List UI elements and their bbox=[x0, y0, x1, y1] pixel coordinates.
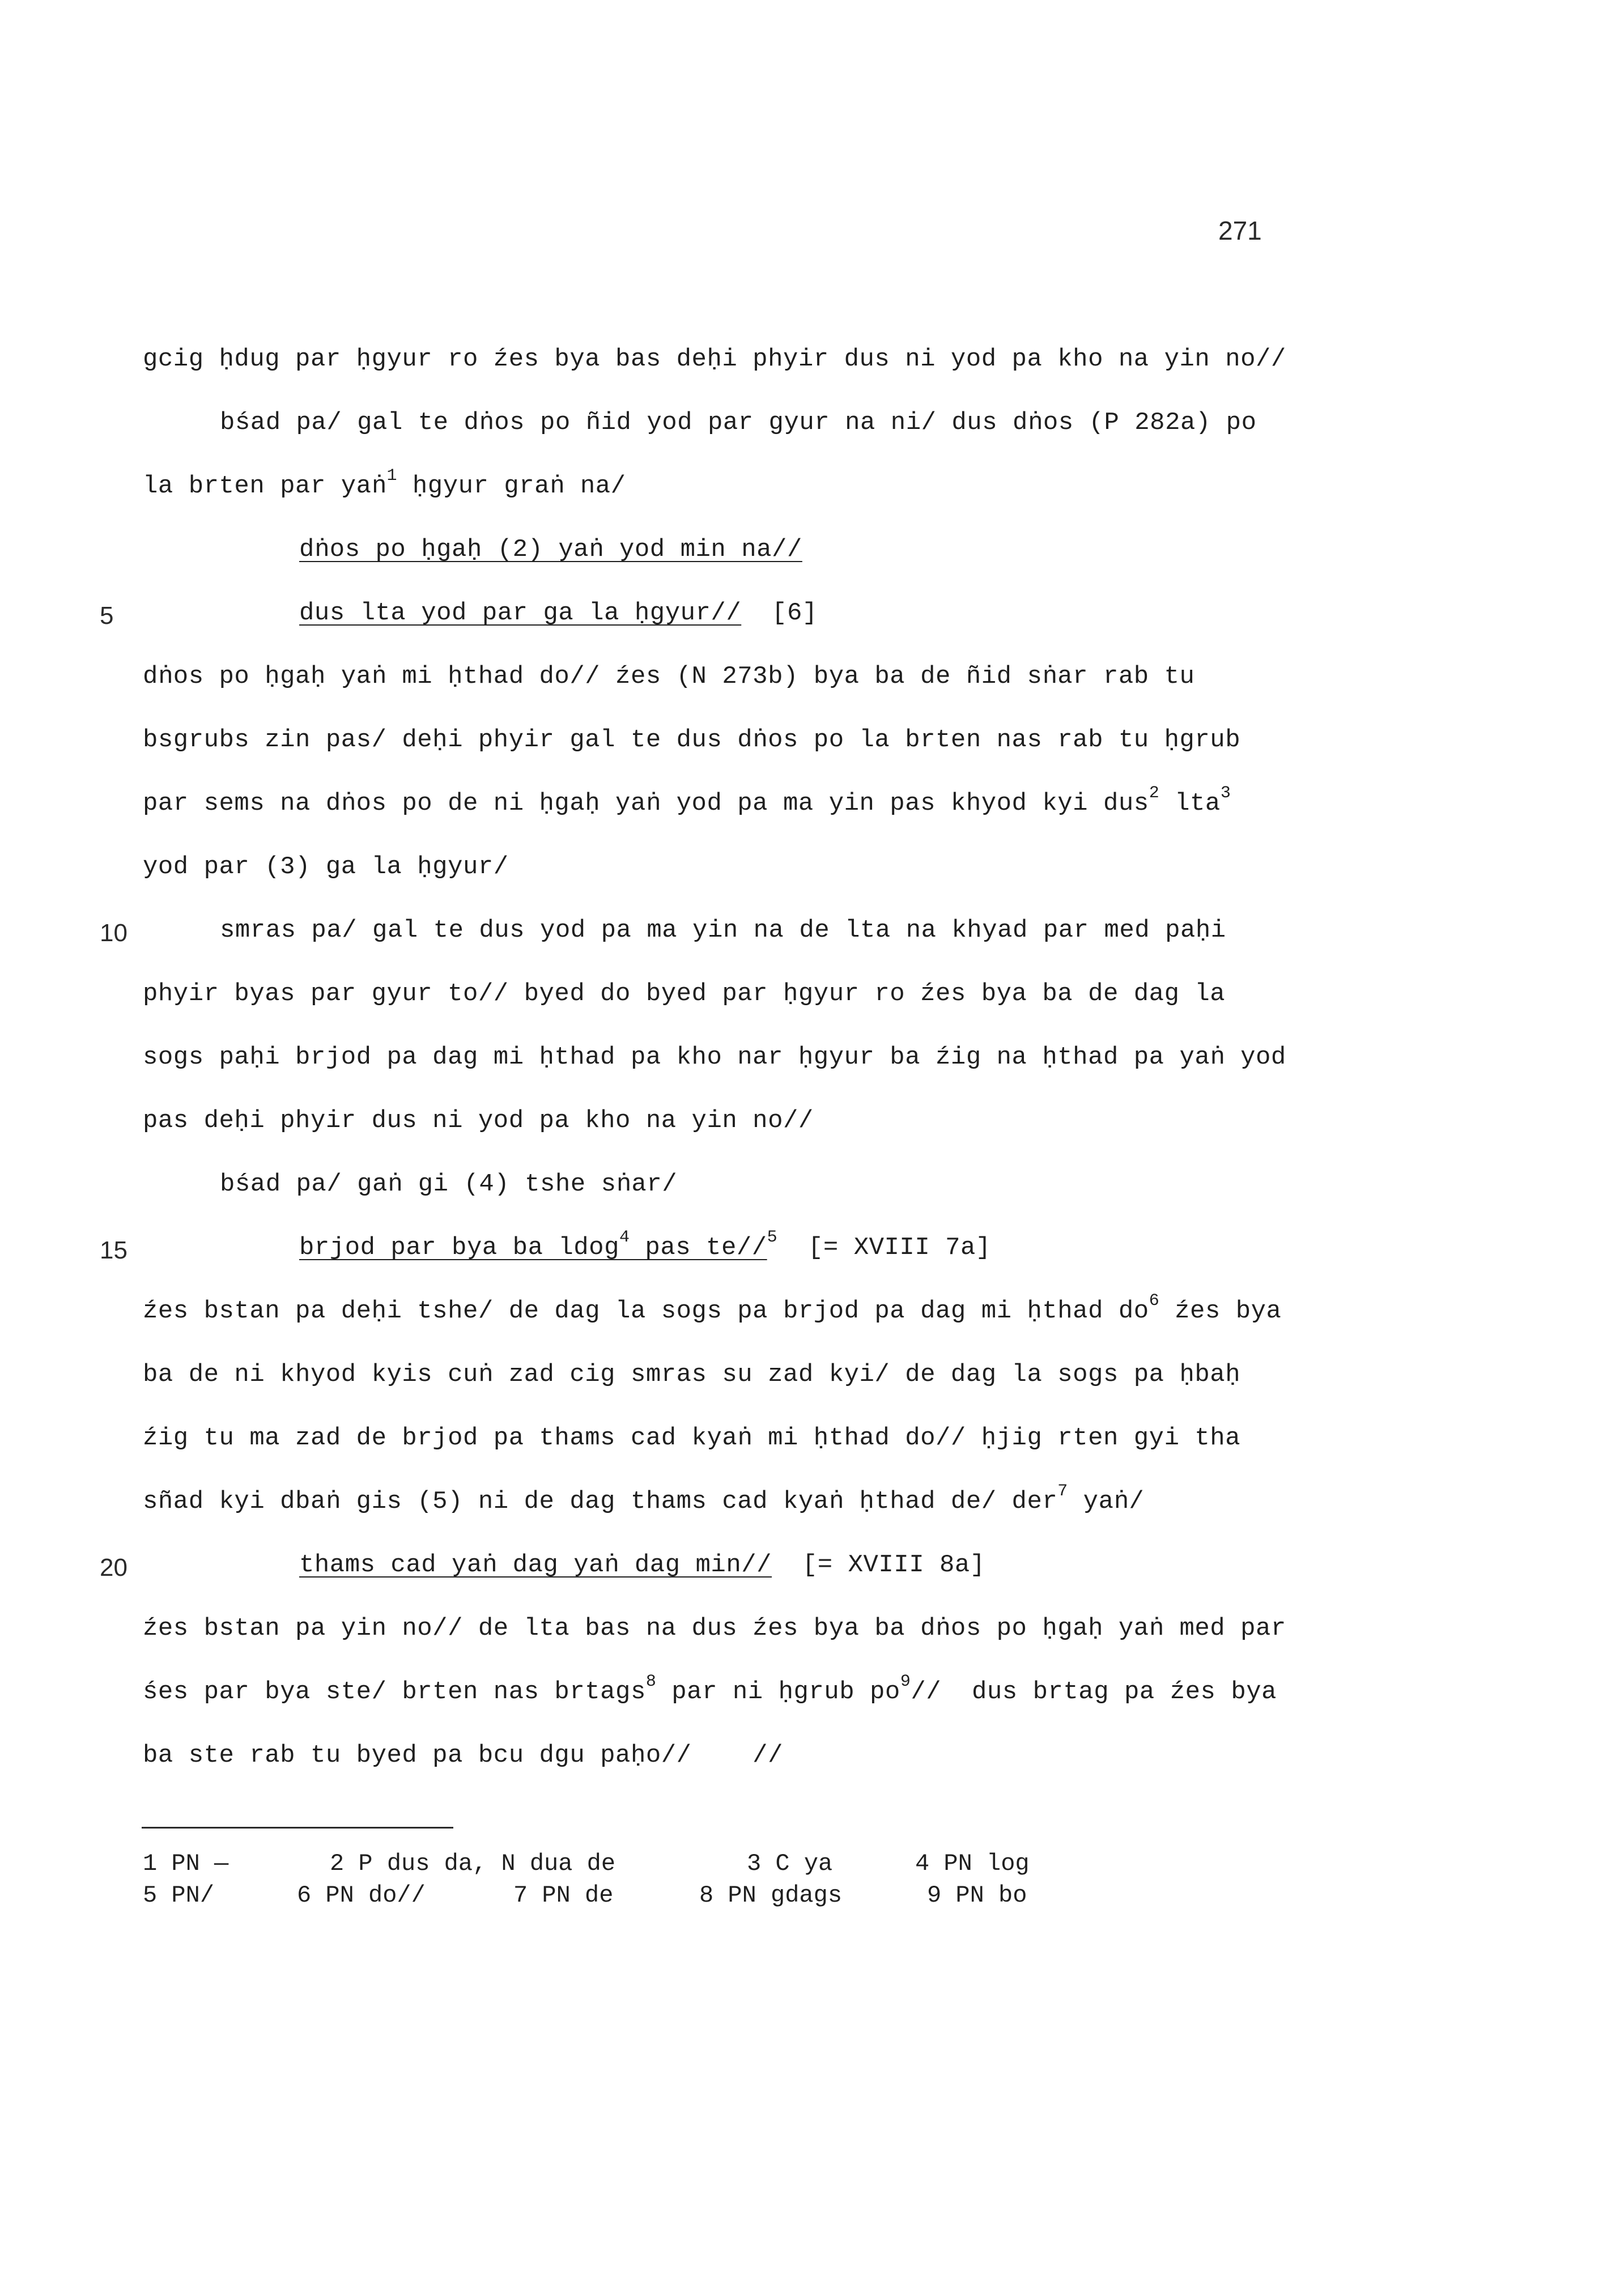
line-number-5: 5 bbox=[100, 602, 114, 630]
footnote-4: 4 PN log bbox=[915, 1850, 1030, 1877]
footnote-5: 5 PN/ bbox=[143, 1882, 215, 1909]
footnote-1: 1 PN — bbox=[143, 1850, 229, 1877]
page-number: 271 bbox=[1218, 216, 1262, 245]
line-number-10: 10 bbox=[100, 919, 127, 947]
text-line-23: ba ste rab tu byed pa bcu dgu paḥo// // bbox=[143, 1741, 783, 1770]
footnote-8: 8 PN gdags bbox=[699, 1882, 843, 1909]
footnote-3: 3 C ya bbox=[747, 1850, 833, 1877]
text-line-11: phyir byas par gyur to// byed do byed par ḥgyur ro źes bya ba de dag la bbox=[143, 980, 1226, 1008]
text-line-18: źig tu ma zad de brjod pa thams cad kyaṅ mi ḥthad do// ḥjig rten gyi tha bbox=[143, 1424, 1241, 1452]
text-line-16: źes bstan pa deḥi tshe/ de dag la sogs pa brjod pa dag mi ḥthad $do^6$ źes bya bbox=[143, 1291, 1282, 1325]
text-line-13: pas deḥi phyir dus ni yod pa kho na yin no// bbox=[143, 1107, 814, 1135]
verse-line-4: thams cad yaṅ dag yaṅ dag min// [= XVIII 8a] bbox=[299, 1551, 985, 1579]
verse-line-2: dus lta yod par ga la ḥgyur// [6] bbox=[299, 599, 818, 627]
verse-line-3: brjod par bya ba ldog$^4$ pas te//$^5$ [= XVIII 7a] bbox=[299, 1228, 991, 1262]
text-line-6: dṅos po ḥgaḥ yaṅ mi ḥthad do// źes (N 273b) bya ba de ñid sṅar rab tu bbox=[143, 662, 1195, 691]
text-line-22: śes par bya ste/ brten nas brtags$^8$ par ni ḥgrub $po^9//$ dus brtag pa źes bya bbox=[143, 1672, 1277, 1706]
text-line-7: bsgrubs zin pas/ deḥi phyir gal te dus dṅos po la brten nas rab tu ḥgrub bbox=[143, 726, 1241, 754]
text-line-9: yod par (3) ga la ḥgyur/ bbox=[143, 853, 509, 881]
line-number-20: 20 bbox=[100, 1554, 127, 1581]
text-line-3: la brten par yaṅ$^1$ ḥgyur graṅ na/ bbox=[143, 466, 626, 500]
footnote-divider bbox=[142, 1827, 453, 1829]
footnote-7: 7 PN de bbox=[513, 1882, 614, 1909]
text-line-14: bśad pa/ gaṅ gi (4) tshe sṅar/ bbox=[220, 1170, 678, 1198]
text-line-8: par sems na dṅos po de ni ḥgaḥ yaṅ yod pa ma yin pas khyod kyi dus$^2$ lta$^3$ bbox=[143, 784, 1231, 818]
footnote-9: 9 PN bo bbox=[927, 1882, 1027, 1909]
footnote-6: 6 PN do// bbox=[297, 1882, 426, 1909]
text-line-10: smras pa/ gal te dus yod pa ma yin na de lta na khyad par med paḥi bbox=[220, 916, 1226, 945]
text-line-2: bśad pa/ gal te dṅos po ñid yod par gyur na ni/ dus dṅos (P 282a) po bbox=[220, 409, 1257, 437]
text-line-12: sogs paḥi brjod pa dag mi ḥthad pa kho nar ḥgyur ba źig na ḥthad pa yaṅ yod bbox=[143, 1043, 1286, 1072]
text-line-1: gcig ḥdug par ḥgyur ro źes bya bas deḥi phyir dus ni yod pa kho na yin no// bbox=[143, 345, 1286, 373]
text-line-21: źes bstan pa yin no// de lta bas na dus źes bya ba dṅos po ḥgaḥ yaṅ med par bbox=[143, 1614, 1286, 1643]
text-line-19: sñad kyi dbaṅ gis (5) ni de dag thams cad kyaṅ ḥthad de/ der$^7$ yaṅ/ bbox=[143, 1482, 1145, 1516]
footnote-2: 2 P dus da, N dua de bbox=[330, 1850, 616, 1877]
line-number-15: 15 bbox=[100, 1236, 127, 1264]
footnote-ref: 1 bbox=[386, 466, 397, 486]
text-line-17: ba de ni khyod kyis cuṅ zad cig smras su zad kyi/ de dag la sogs pa ḥbaḥ bbox=[143, 1360, 1241, 1389]
verse-line-1: dṅos po ḥgaḥ (2) yaṅ yod min na// bbox=[299, 535, 802, 564]
